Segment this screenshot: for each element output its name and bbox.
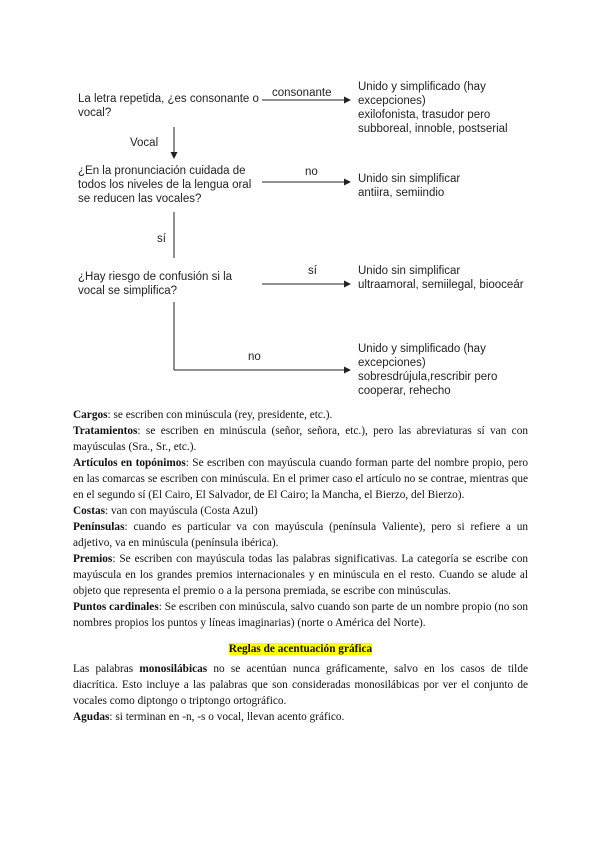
rule-cargos: Cargos: se escriben con minúscula (rey, presidente, etc.).: [73, 409, 333, 421]
label-no-2: no: [248, 351, 261, 363]
paragraph-agudas: Agudas: si terminan en -n, -s o vocal, llevan acento gráfico.: [73, 711, 345, 723]
section-heading: Reglas de acentuación gráfica: [228, 643, 373, 655]
label-consonante: consonante: [272, 87, 332, 99]
rule-tratamientos: Tratamientos: se escriben en minúscula (señor, señora, etc.), pero las abreviaturas sí van con mayúsculas (Sra., Sr., etc.).: [73, 425, 528, 453]
result-4: Unido y simplificado (hay excepciones) sobresdrújula,rescribir pero cooperar, rehecho: [358, 343, 498, 397]
question-2: ¿En la pronunciación cuidada de todos los niveles de la lengua oral se reducen las vocales?: [78, 165, 252, 205]
rule-peninsulas: Penínsulas: cuando es particular va con mayúscula (península Valiente), pero si refiere a un adjetivo, va en minúscula (península ibérica).: [73, 521, 528, 549]
rule-costas: Costas: van con mayúscula (Costa Azul): [73, 505, 258, 517]
label-no-1: no: [305, 166, 318, 178]
rule-articulos: Artículos en topónimos: Se escriben con mayúscula cuando forman parte del nombre propio, pero en las comarcas se escriben con minúscula. En el primer caso el artículo no se contrae, mientras que en el segundo sí (El Cairo, El Salvador, de El Cairo; la Mancha, el Bierzo, del Bierzo).: [73, 457, 529, 501]
question-3: ¿Hay riesgo de confusión si la vocal se simplifica?: [78, 271, 233, 297]
result-3: Unido sin simplificar ultraamoral, semiilegal, biooceár: [358, 265, 524, 291]
paragraph-monosilabicas: Las palabras monosilábicas no se acentúan nunca gráficamente, salvo en los casos de tilde diacrítica. Esto incluye a las palabras que son consideradas monosilábicas por ver el conjunto de vocales como diptongo o triptongo ortográfico.: [73, 663, 528, 707]
rule-puntos-cardinales: Puntos cardinales: Se escriben con minúscula, salvo cuando son parte de un nombre propio (no son nombres propios los puntos y líneas imaginarias) (norte o América del Norte).: [73, 601, 528, 629]
rules-text: [73, 407, 528, 725]
result-1: Unido y simplificado (hay excepciones) exilofonista, trasudor pero subboreal, innoble, postserial: [358, 81, 508, 135]
rule-premios: Premios: Se escriben con mayúscula todas las palabras significativas. La categoría se escribe con mayúscula en los grandes premios internacionales y en minúscula en el resto. Cuando se alude al objeto que representa el premio o a la persona premiada, se escribe con minúsculas.: [73, 553, 528, 597]
result-2: Unido sin simplificar antiira, semiindio: [358, 173, 461, 199]
question-1: La letra repetida, ¿es consonante o vocal?: [78, 93, 259, 119]
label-vocal: Vocal: [130, 137, 159, 149]
label-si-2: sí: [308, 265, 317, 277]
label-si-1: sí: [157, 233, 166, 245]
